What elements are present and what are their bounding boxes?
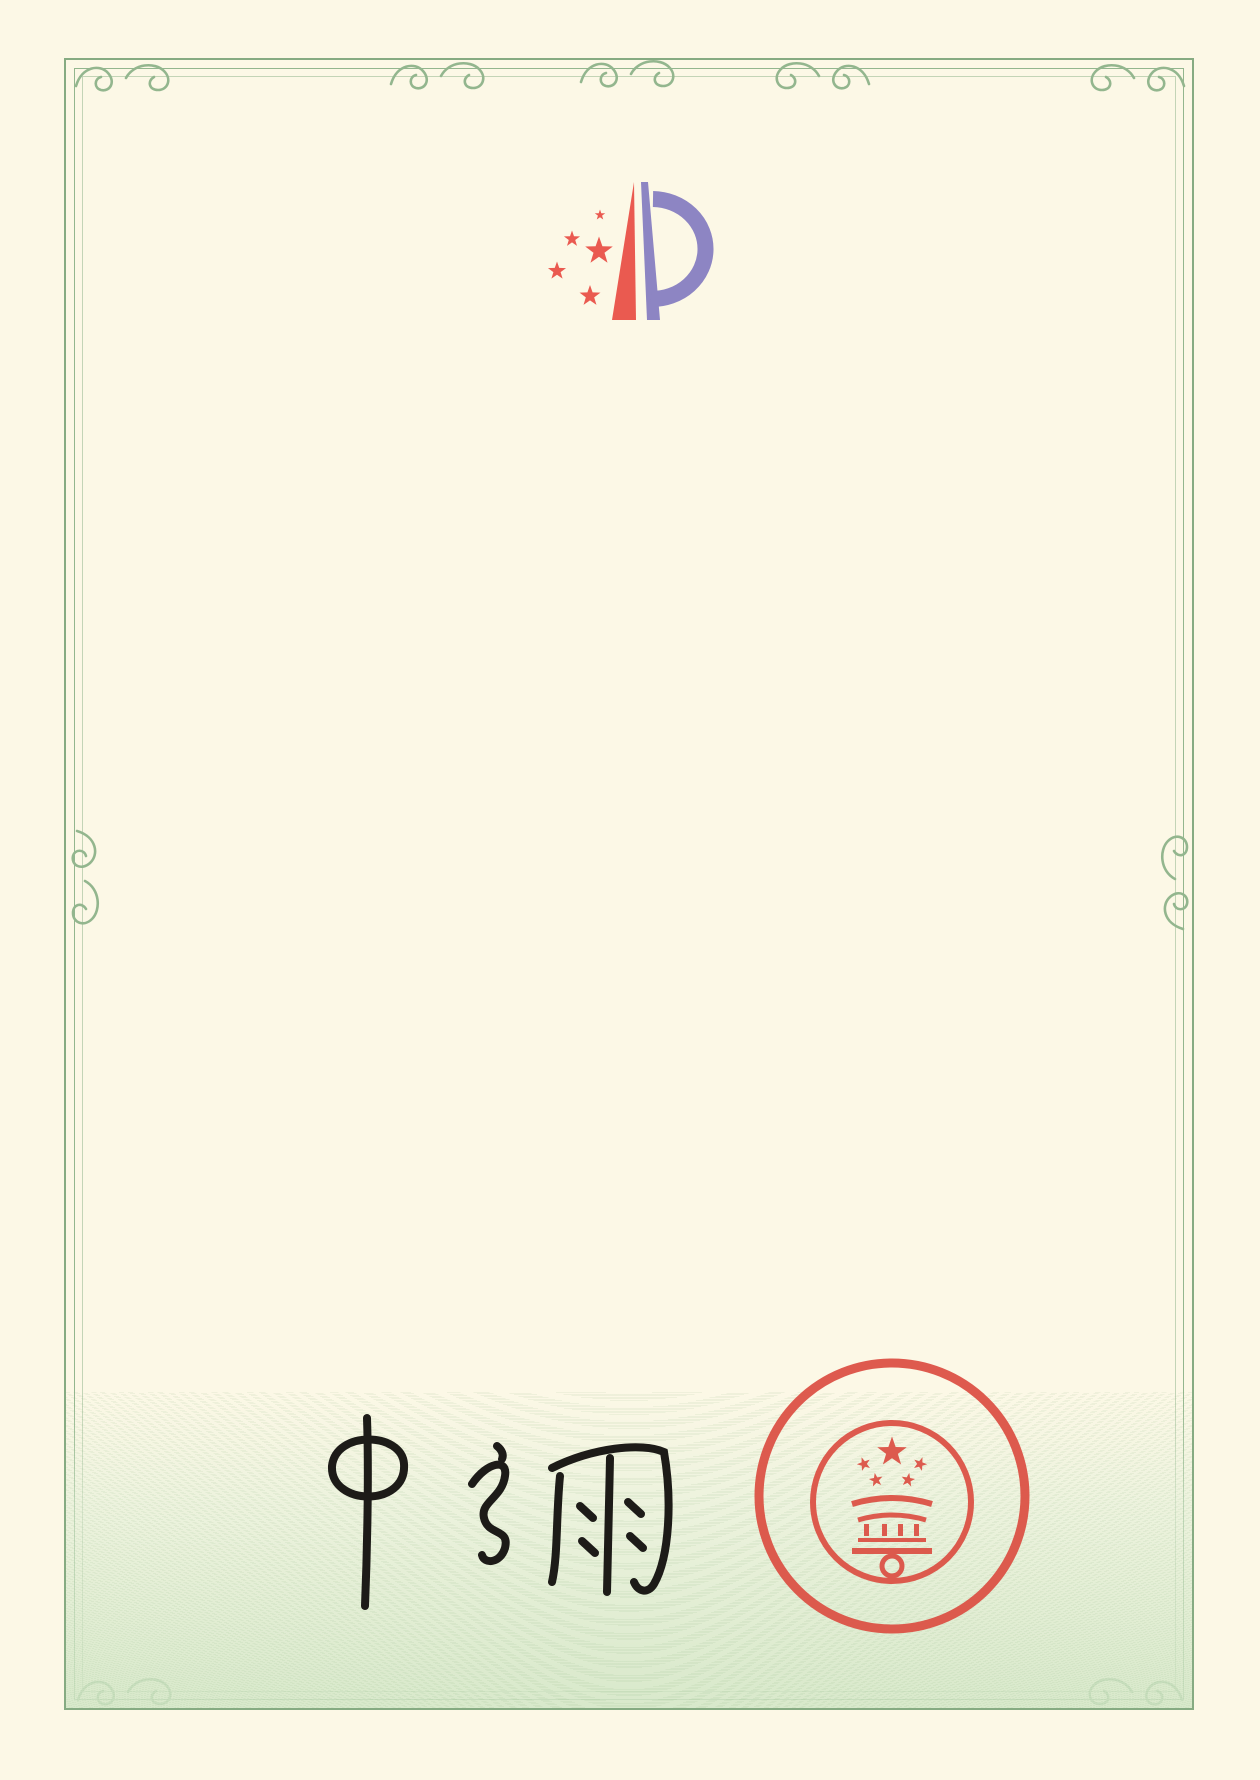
dragon-ornament-right: [765, 56, 875, 96]
dragon-ornament-left: [385, 56, 495, 96]
official-seal: [748, 1352, 1036, 1640]
corner-ornament-top-right: [1080, 58, 1190, 98]
qr-code: [1014, 186, 1148, 320]
national-emblem-icon: [813, 1423, 971, 1581]
barcode: [143, 1376, 429, 1408]
field-row-utility-model-name: [128, 520, 1140, 551]
field-row-patentee: [128, 840, 1140, 871]
top-center-ornament: [575, 54, 685, 94]
corner-ornament-top-left: [70, 58, 180, 98]
field-grant-number: [640, 998, 808, 1029]
field-row-filing-date: [128, 760, 1140, 791]
field-row-grant: [128, 998, 1140, 1029]
director-signature: [312, 1406, 682, 1621]
side-ornament-right: [1155, 825, 1195, 935]
side-ornament-left: [65, 825, 105, 935]
cnipa-logo-icon: [535, 163, 720, 328]
field-row-patent-number: [128, 680, 1140, 711]
field-row-inventors: [128, 600, 1140, 631]
field-row-address: [128, 918, 1140, 949]
